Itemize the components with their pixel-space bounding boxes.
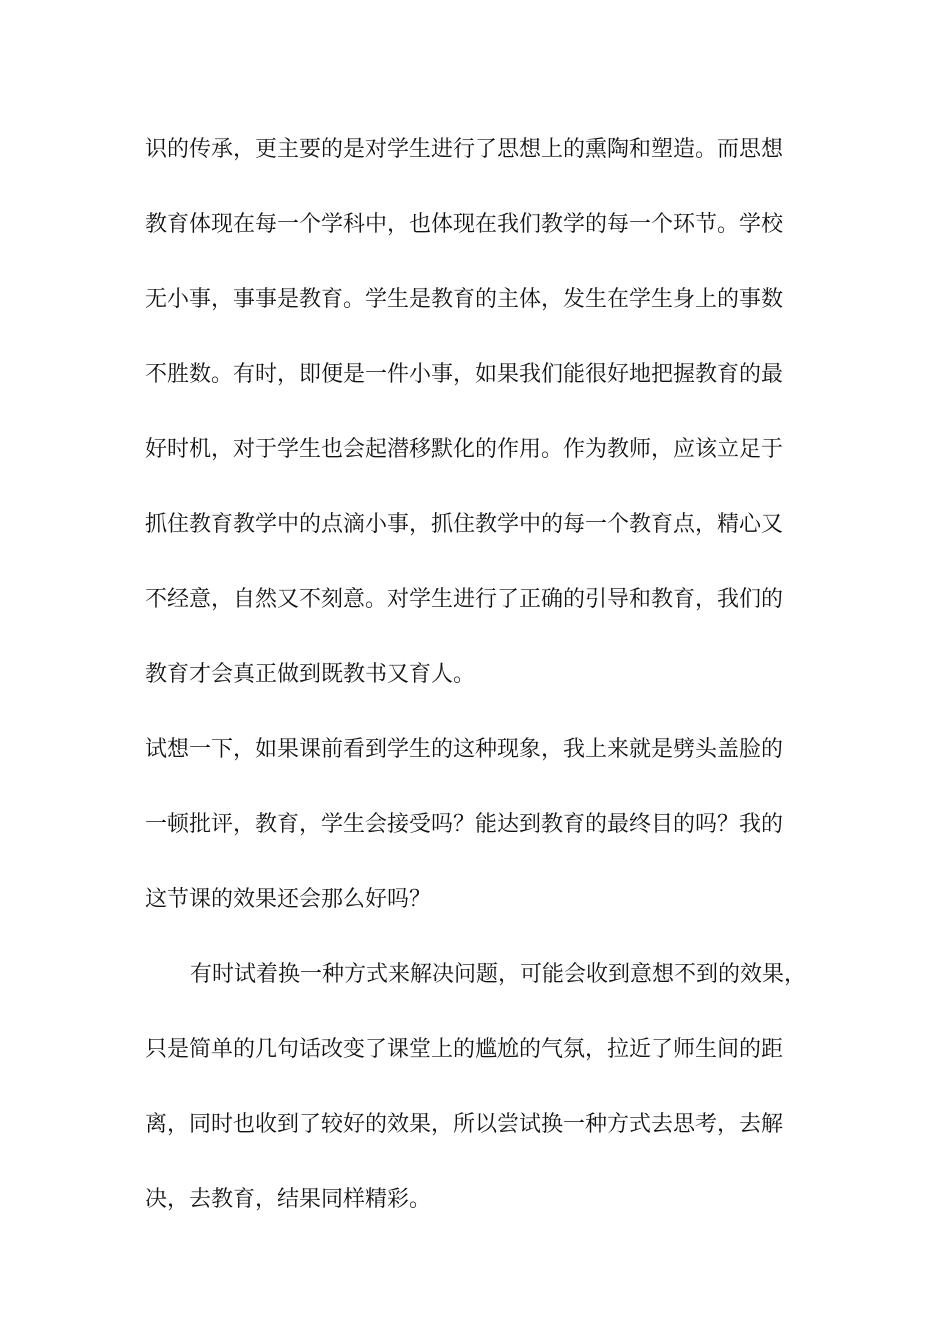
text-line: 这节课的效果还会那么好吗？ bbox=[145, 887, 432, 912]
text-line: 抓住教育教学中的点滴小事，抓住教学中的每一个教育点，精心又 bbox=[145, 512, 784, 537]
text-line: 无小事，事事是教育。学生是教育的主体，发生在学生身上的事数 bbox=[145, 287, 784, 312]
text-line: 决，去教育，结果同样精彩。 bbox=[145, 1187, 432, 1212]
text-line: 教育体现在每一个学科中，也体现在我们教学的每一个环节。学校 bbox=[145, 212, 784, 237]
text-line: 好时机，对于学生也会起潜移默化的作用。作为教师，应该立足于 bbox=[145, 437, 784, 462]
text-line: 不经意，自然又不刻意。对学生进行了正确的引导和教育，我们的 bbox=[145, 587, 784, 612]
text-line: 一顿批评，教育，学生会接受吗？能达到教育的最终目的吗？我的 bbox=[145, 812, 784, 837]
text-line: 教育才会真正做到既教书又育人。 bbox=[145, 662, 476, 687]
text-line: 只是简单的几句话改变了课堂上的尴尬的气氛，拉近了师生间的距 bbox=[145, 1037, 784, 1062]
text-line: 不胜数。有时，即便是一件小事，如果我们能很好地把握教育的最 bbox=[145, 362, 784, 387]
text-line: 识的传承，更主要的是对学生进行了思想上的熏陶和塑造。而思想 bbox=[145, 137, 784, 162]
text-line: 试想一下，如果课前看到学生的这种现象，我上来就是劈头盖脸的 bbox=[145, 737, 784, 762]
text-line: 有时试着换一种方式来解决问题，可能会收到意想不到的效果， bbox=[190, 962, 807, 987]
text-line: 离，同时也收到了较好的效果，所以尝试换一种方式去思考，去解 bbox=[145, 1112, 784, 1137]
